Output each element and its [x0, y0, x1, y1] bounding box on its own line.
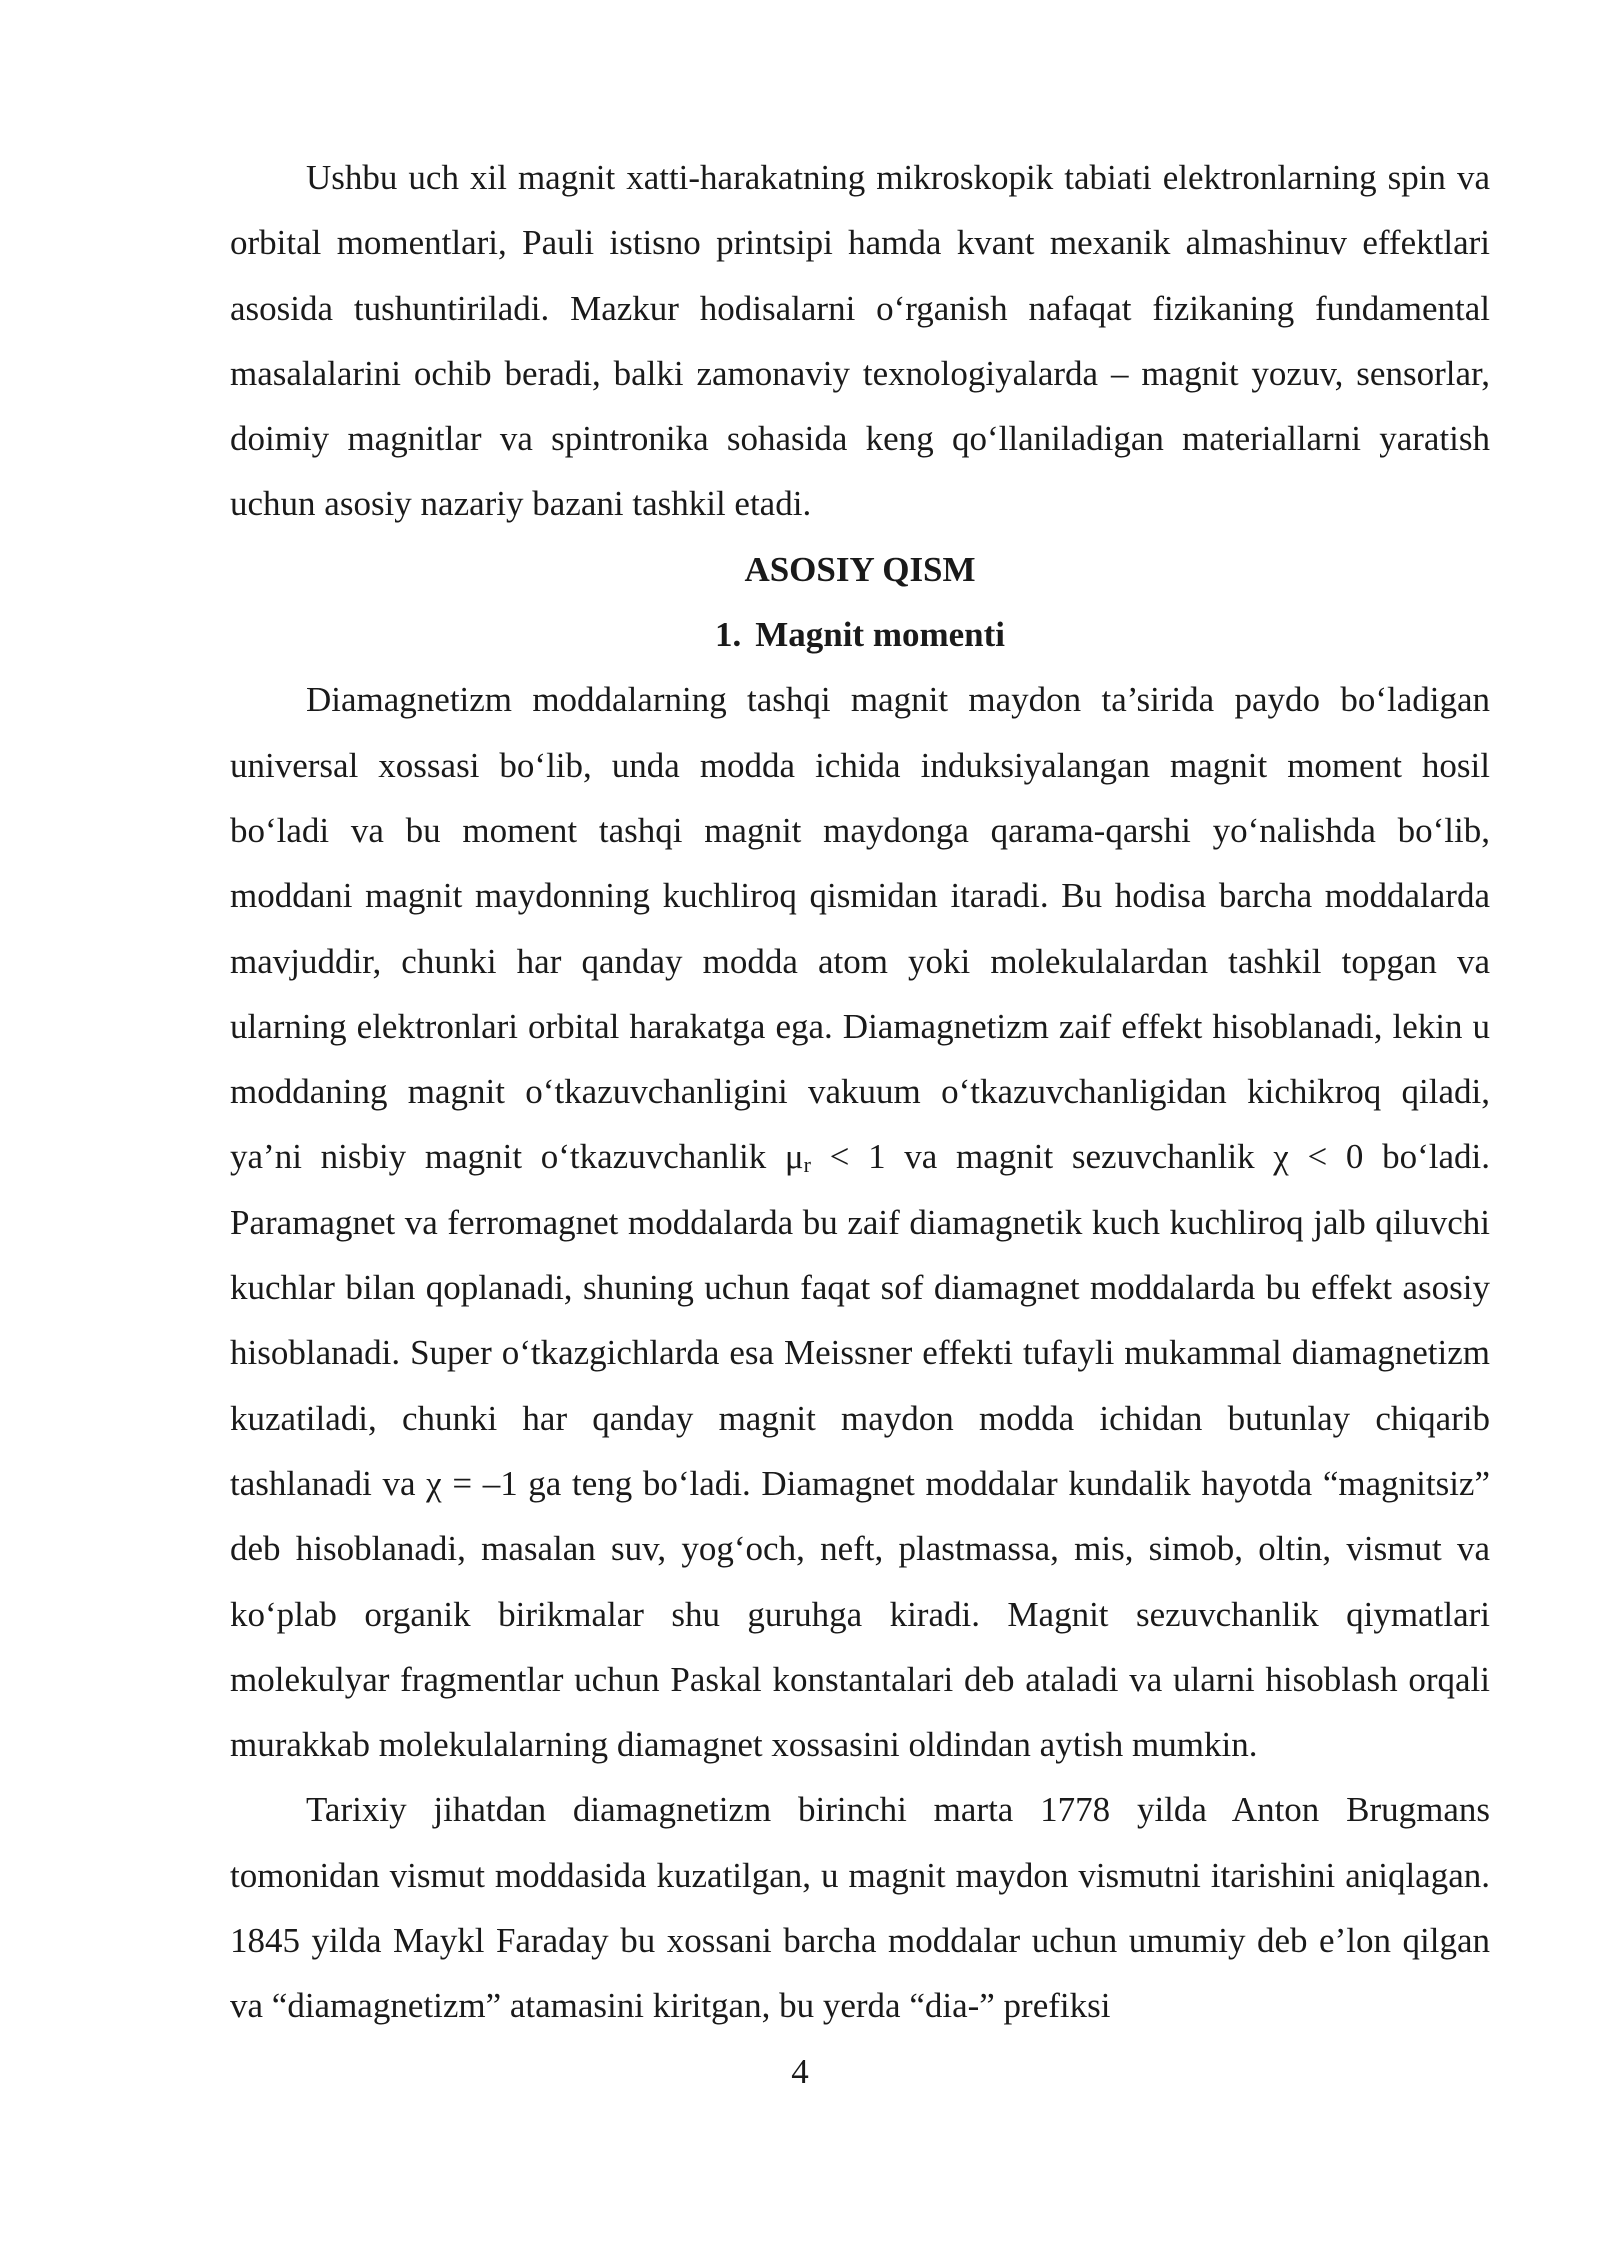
- subsection-heading: [230, 602, 1490, 667]
- document-page: [230, 145, 1490, 2039]
- intro-paragraph: Ushbu uch xil magnit xatti-harakatning mikroskopik tabiati elektronlarning spin va orbital momentlari, Pauli istisno printsipi hamda kvant mexanik almashinuv effektlari asosida tushuntiriladi. Mazkur hodisalarni o‘rganish nafaqat fizikaning fundamental masalalarini ochib beradi, balki zamonaviy texnologiyalarda – magnit yozuv, sensorlar, doimiy magnitlar va spintronika sohasida keng qo‘llaniladigan materiallarni yaratish uchun asosiy nazariy bazani tashkil etadi.: [230, 158, 1490, 524]
- mu-subscript: r: [803, 1152, 811, 1178]
- diamagnetism-paragraph: [230, 667, 1490, 1777]
- history-paragraph: Tarixiy jihatdan diamagnetizm birinchi marta 1778 yilda Anton Brugmans tomonidan vismut moddasida kuzatilgan, u magnit maydon vismutni itarishini aniqlagan. 1845 yilda Maykl Faraday bu xossani barcha moddalar uchun umumiy deb e’lon qilgan va “diamagnetizm” atamasini kiritgan, bu yerda “dia-” prefiksi: [230, 1790, 1490, 2026]
- subsection-title: Magnit momenti: [755, 615, 1006, 655]
- diamagnetism-text-part2: < 1 va magnit sezuvchanlik χ < 0 bo‘ladi. Paramagnet va ferromagnet moddalarda bu zaif diamagnetik kuch kuchliroq jalb qiluvchi kuchlar bilan qoplanadi, shuning uchun faqat sof diamagnet moddalarda bu effekt asosiy hisoblanadi. Super o‘tkazgichlarda esa Meissner effekti tufayli mukammal diamagnetizm kuzatiladi, chunki har qanday magnit maydon modda ichidan butunlay chiqarib tashlanadi va χ = –1 ga teng bo‘ladi. Diamagnet moddalar kundalik hayotda “magnitsiz” deb hisoblanadi, masalan suv, yog‘och, neft, plastmassa, mis, simob, oltin, vismut va ko‘plab organik birikmalar shu guruhga kiradi. Magnit sezuvchanlik qiymatlari molekulyar fragmentlar uchun Paskal konstantalari deb ataladi va ularni hisoblash orqali murakkab molekulalarning diamagnet xossasini oldindan aytish mumkin.: [230, 1137, 1491, 1765]
- diamagnetism-text-part1: Diamagnetizm moddalarning tashqi magnit maydon ta’sirida paydo bo‘ladigan universal xossasi bo‘lib, unda modda ichida induksiyalangan magnit moment hosil bo‘ladi va bu moment tashqi magnit maydonga qarama-qarshi yo‘nalishda bo‘lib, moddani magnit maydonning kuchliroq qismidan itaradi. Bu hodisa barcha moddalarda mavjuddir, chunki har qanday modda atom yoki molekulalardan tashkil topgan va ularning elektronlari orbital harakatga ega. Diamagnetizm zaif effekt hisoblanadi, lekin u moddaning magnit o‘tkazuvchanligini vakuum o‘tkazuvchanligidan kichikroq qiladi, ya’ni nisbiy magnit o‘tkazuvchanlik μ: [230, 680, 1490, 1177]
- page-number: 4: [791, 2052, 809, 2091]
- section-heading: ASOSIY QISM: [744, 549, 976, 589]
- subsection-number: 1.: [714, 615, 742, 655]
